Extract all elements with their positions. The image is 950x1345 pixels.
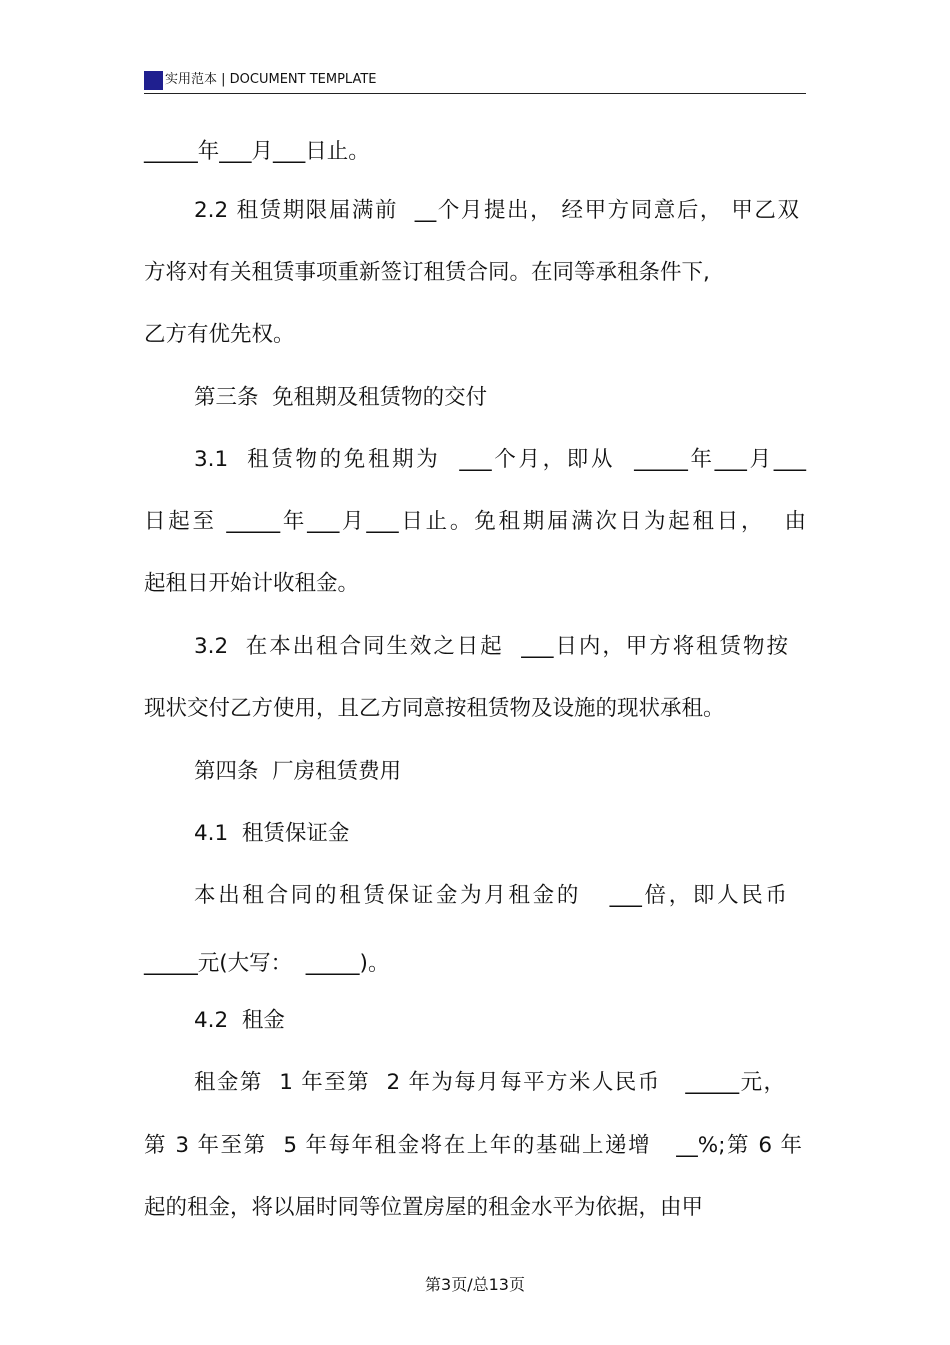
text-line-8: 起租日开始计收租金。 (144, 571, 360, 596)
text-line-16: 租金第 1 年至第 2 年为每月每平方米人民币 _____元， (194, 1070, 785, 1095)
text-line-6: 3.1 租赁物的免租期为 ___个月，即从 _____年___月___ (194, 447, 806, 472)
text-line-13: 本出租合同的租赁保证金为月租金的 ___倍，即人民币 (194, 883, 787, 908)
header-logo-square (144, 71, 163, 90)
text-line-7: 日起至 _____年___月___日止。免租期届满次日为起租日， 由 (144, 509, 806, 534)
text-line-1: _____年___月___日止。 (144, 139, 370, 164)
text-line-18: 起的租金，将以届时同等位置房屋的租金水平为依据，由甲 (144, 1195, 704, 1220)
page-header (144, 70, 806, 94)
page-footer-page-number: 第3页/总13页 (425, 1275, 525, 1294)
section-heading-4: 第四条 厂房租赁费用 (194, 759, 402, 784)
text-line-2: 2.2 租赁期限届满前 __个月提出， 经甲方同意后， 甲乙双 (194, 198, 799, 223)
text-line-10: 现状交付乙方使用，且乙方同意按租赁物及设施的现状承租。 (144, 696, 725, 721)
text-line-4: 乙方有优先权。 (144, 322, 295, 347)
header-title: 实用范本 | DOCUMENT TEMPLATE (165, 72, 377, 87)
text-line-3: 方将对有关租赁事项重新签订租赁合同。在同等承租条件下, (144, 260, 710, 285)
subsection-4-2: 4.2 租金 (194, 1008, 285, 1033)
text-line-9: 3.2 在本出租合同生效之日起 ___日内，甲方将租赁物按 (194, 634, 789, 659)
text-line-17: 第 3 年至第 5 年每年租金将在上年的基础上递增 __%;第 6 年 (144, 1133, 802, 1158)
section-heading-3: 第三条 免租期及租赁物的交付 (194, 385, 488, 410)
subsection-4-1: 4.1 租赁保证金 (194, 821, 350, 846)
text-line-14: _____元(大写： _____)。 (144, 951, 390, 976)
